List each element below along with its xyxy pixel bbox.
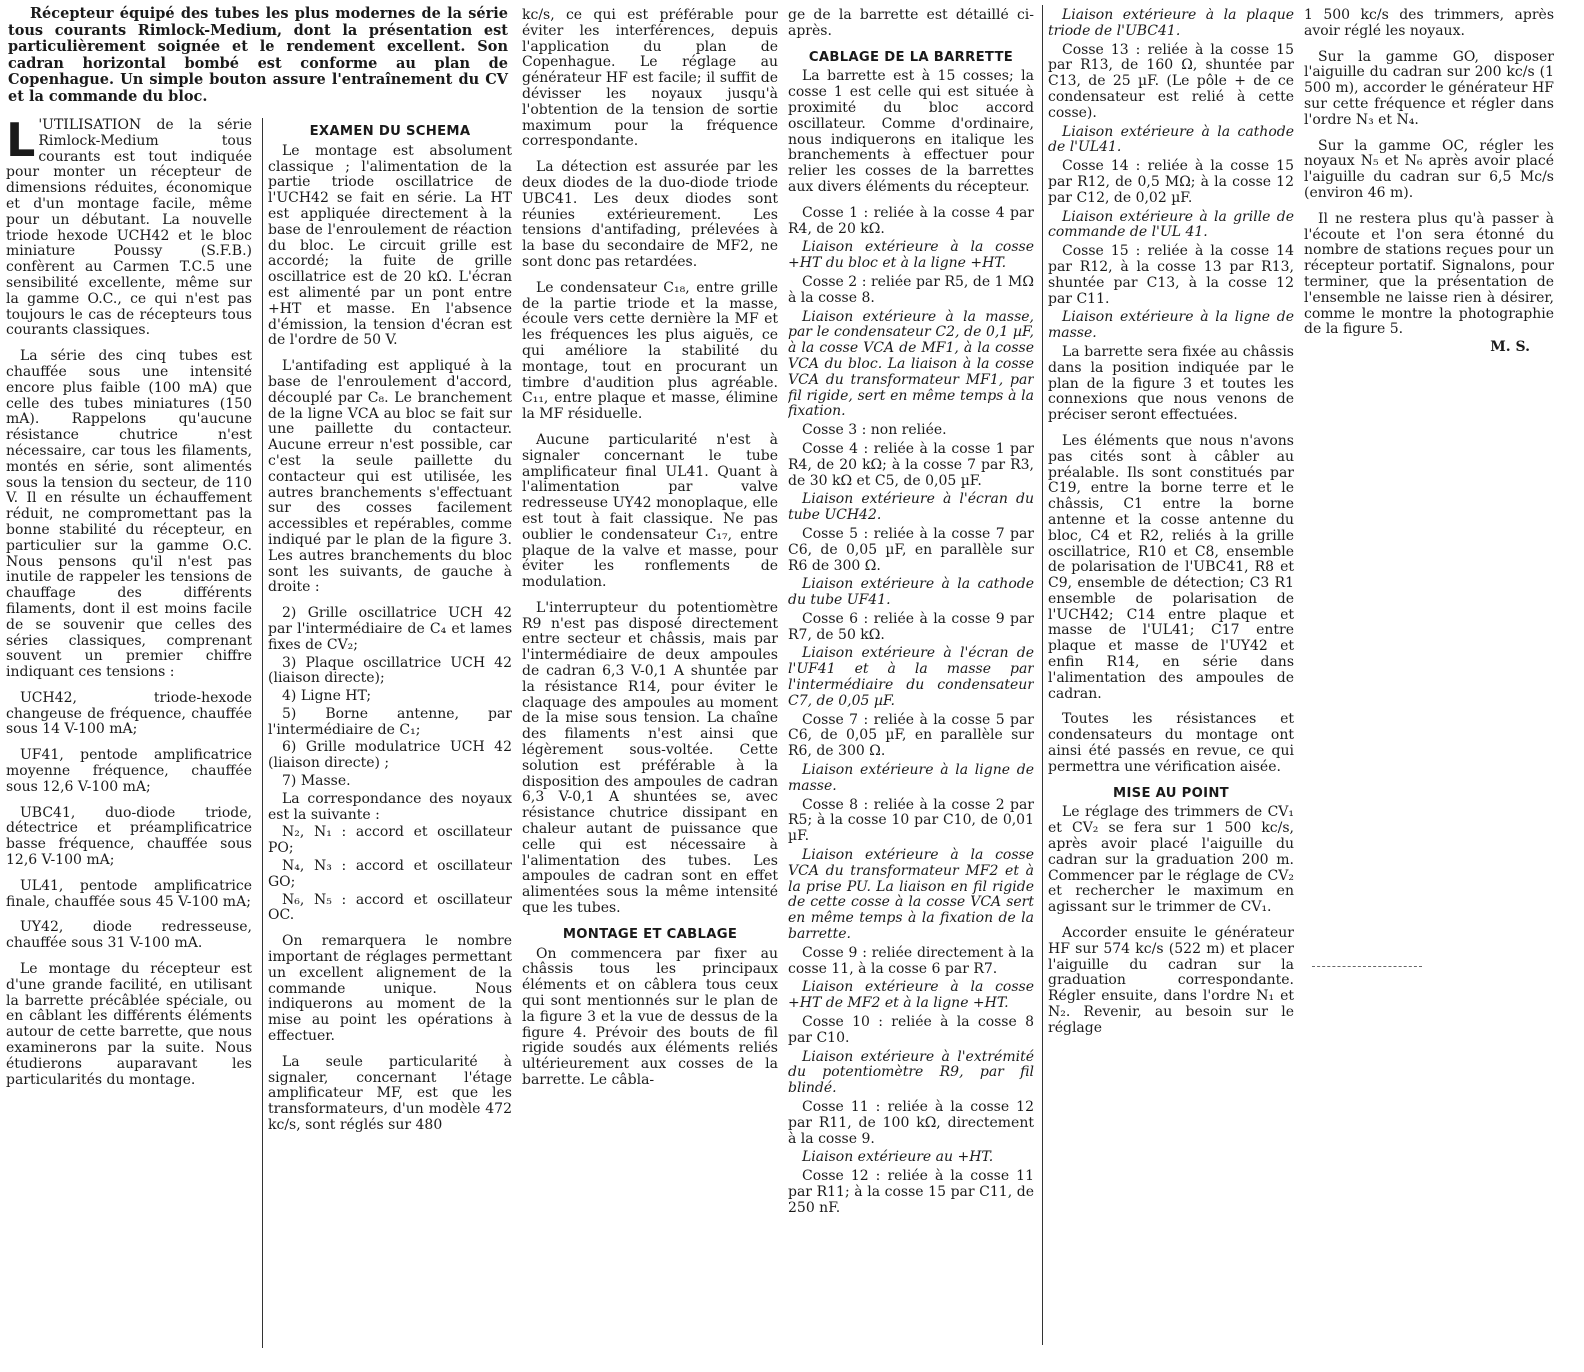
- paragraph-italic: Liaison extérieure à l'écran du tube UCH42.: [788, 491, 1034, 524]
- paragraph-italic: Liaison extérieure à la ligne de masse.: [788, 762, 1034, 794]
- paragraph: Aucune particularité n'est à signaler concernant le tube amplificateur final UL41. Quant à l'alimentation par valve redresseuse UY42 monoplaque, elle est tout à fait classique. Ne pas oublier le condensateur C₁₇, entre plaque de la valve et masse, pour éviter les ronflements de modulation.: [522, 431, 778, 591]
- paragraph-italic: Liaison extérieure à la cosse +HT du bloc et à la ligne +HT.: [788, 239, 1034, 272]
- paragraph-italic: Liaison extérieure à la cathode du tube UF41.: [788, 576, 1034, 609]
- paragraph: 7) Masse.: [282, 773, 351, 790]
- section-heading: MISE AU POINT: [1113, 785, 1229, 801]
- paragraph: Cosse 7 : reliée à la cosse 5 par C6, de 0,05 µF, en parallèle sur R6, de 300 Ω.: [788, 711, 1034, 760]
- paragraph: Les éléments que nous n'avons pas cités sont à câbler au préalable. Ils sont constitués par C19, entre la borne terre et le châssis, C1 entre la borne antenne et la cosse antenne du bloc, C4 et R2, reliés à la grille oscillatrice, R10 et C8, ensemble de polarisation de l'UBC41, R8 et C9, ensemble de détection; C3 R1 ensemble de polarisation de l'UCH42; C14 entre plaque et masse de l'UL41; C17 entre plaque et masse de l'UY42 et enfin R14, en série dans l'alimentation des ampoules de cadran.: [1048, 432, 1294, 702]
- paragraph: UL41, pentode amplificatrice finale, chauffée sous 45 V-100 mA;: [6, 877, 252, 910]
- paragraph: Cosse 10 : reliée à la cosse 8 par C10.: [788, 1014, 1034, 1046]
- paragraph: Le montage est absolument classique ; l'alimentation de la partie triode oscillatrice de l'UCH42 se fait en série. La HT est appliquée directement à la base de l'enroulement de réaction du bloc. Le circuit grille est accordé; la fuite de grille oscillatrice est de 20 kΩ. L'écran est alimenté par un pont entre +HT et masse. En l'absence d'émission, la tension d'écran est de l'ordre de 50 V.: [268, 142, 512, 349]
- paragraph: Cosse 11 : reliée à la cosse 12 par R11, de 100 kΩ, directement à la cosse 9.: [788, 1099, 1034, 1147]
- paragraph: 1 500 kc/s des trimmers, après avoir réglé les noyaux.: [1304, 8, 1554, 39]
- paragraph: La barrette sera fixée au châssis dans la position indiquée par le plan de la figure 3 et toutes les connexions que nous venons de préciser seront effectuées.: [1048, 343, 1294, 424]
- author-signature: M. S.: [1490, 339, 1530, 356]
- paragraph-italic: Liaison extérieure à la masse, par le condensateur C2, de 0,1 µF, à la cosse VCA de MF1, à la cosse VCA du bloc. La liaison à la cosse VCA du transformateur MF1, par fil rigide, sert en même temps à la fixation.: [788, 308, 1034, 420]
- paragraph: Cosse 5 : reliée à la cosse 7 par C6, de 0,05 µF, en parallèle sur R6 de 300 Ω.: [788, 525, 1034, 574]
- drop-cap: L: [6, 118, 36, 167]
- section-heading: CABLAGE DE LA BARRETTE: [808, 49, 1014, 65]
- paragraph: Sur la gamme OC, régler les noyaux N₅ et N₆ après avoir placé l'aiguille du cadran sur 6,5 Mc/s (environ 46 m).: [1304, 137, 1554, 201]
- paragraph: Le montage du récepteur est d'une grande facilité, en utilisant la barrette précâblée spéciale, ou en câblant les différents éléments autour de cette barrette, que nous examinerons par la suite. Nous étudierons auparavant les particularités du montage.: [6, 961, 252, 1088]
- paragraph: On remarquera le nombre important de réglages permettant un excellent alignement de la commande unique. Nous indiquerons au moment de la mise au point les opérations à effectuer.: [268, 933, 512, 1045]
- paragraph: 2) Grille oscillatrice UCH 42 par l'intermédiaire de C₄ et lames fixes de CV₂;: [268, 605, 512, 653]
- column-1: [6, 118, 252, 1218]
- column-4: [788, 8, 1034, 1353]
- paragraph: La détection est assurée par les deux diodes de la duo-diode triode UBC41. Les deux diodes sont réunies extérieurement. Les tensions d'antifading, prélevées à la base du secondaire de MF2, ne sont donc pas retardées.: [522, 159, 778, 270]
- paragraph: 4) Ligne HT;: [282, 688, 372, 705]
- paragraph: kc/s, ce qui est préférable pour éviter les interférences, depuis l'application du plan de Copenhague. Le réglage au générateur HF est facile; il suffit de dévisser les noyaux jusqu'à l'obtention de la tension de sortie maximum pour la fréquence correspondante.: [522, 8, 778, 150]
- paragraph: Cosse 1 : reliée à la cosse 4 par R4, de 20 kΩ.: [788, 204, 1034, 237]
- paragraph: La série des cinq tubes est chauffée sous une intensité encore plus faible (100 mA) que celle des tubes miniatures (150 mA). Rappelons qu'aucune résistance chutrice n'est nécessaire, car tous les filaments, montés en série, sont alimentés sous la tension du secteur, de 110 V. Il en résulte un échauffement réduit, ne compromettant pas la bonne stabilité du récepteur, en particulier sur la gamme O.C. Nous pensons qu'il n'est pas inutile de rappeler les tensions de chauffage des différents filaments, dont il est moins facile de se souvenir que celles des séries classiques, comprenant souvent un premier chiffre indiquant ces tensions :: [6, 348, 252, 681]
- paragraph: Il ne restera plus qu'à passer à l'écoute et l'on sera étonné du nombre de stations reçues pour un récepteur portatif. Signalons, pour terminer, que la présentation de l'ensemble ne laisse rien à désirer, comme le montre la photographie de la figure 5.: [1304, 210, 1554, 338]
- paragraph: UF41, pentode amplificatrice moyenne fréquence, chauffée sous 12,6 V-100 mA;: [6, 747, 252, 795]
- paragraph: UY42, diode redresseuse, chauffée sous 31 V-100 mA.: [6, 919, 252, 952]
- column-3: [522, 8, 778, 1256]
- paragraph: Cosse 4 : reliée à la cosse 1 par R4, de 20 kΩ; à la cosse 7 par R3, de 30 kΩ et C5, de 0,05 µF.: [788, 440, 1034, 489]
- paragraph: Cosse 2 : reliée par R5, de 1 MΩ à la cosse 8.: [788, 273, 1034, 306]
- paragraph: 3) Plaque oscillatrice UCH 42 (liaison directe);: [268, 654, 512, 687]
- paragraph: N₆, N₅ : accord et oscillateur OC.: [268, 891, 512, 924]
- lead-paragraph: Récepteur équipé des tubes les plus modernes de la série tous courants Rimlock-Medium, dont la présentation est particulièrement soignée et le rendement excellent. Son cadran horizontal bombé est conforme au plan de Copenhague. Un simple bouton assure l'entraînement du CV et la commande du bloc.: [8, 5, 508, 105]
- paragraph: Accorder ensuite le générateur HF sur 574 kc/s (522 m) et placer l'aiguille du cadran sur la graduation correspondante. Régler ensuite, dans l'ordre N₁ et N₂. Revenir, au besoin sur le réglage: [1048, 925, 1294, 1036]
- paragraph: Cosse 9 : reliée directement à la cosse 11, à la cosse 6 par R7.: [788, 944, 1034, 977]
- section-heading: MONTAGE ET CABLAGE: [562, 926, 738, 942]
- section-heading: EXAMEN DU SCHEMA: [309, 124, 471, 139]
- paragraph: Cosse 12 : reliée à la cosse 11 par R11; à la cosse 15 par C11, de 250 nF.: [788, 1168, 1034, 1216]
- paragraph: Cosse 13 : reliée à la cosse 15 par R13, de 160 Ω, shuntée par C13, de 25 µF. (Le pôle + de ce condensateur est relié à cette cosse).: [1048, 41, 1294, 121]
- paragraph: La correspondance des noyaux est la suivante :: [268, 790, 512, 823]
- paragraph: La seule particularité à signaler, concernant l'étage amplificateur MF, est que les transformateurs, d'un modèle 472 kc/s, sont réglés sur 480: [268, 1053, 512, 1134]
- paragraph: Toutes les résistances et condensateurs du montage ont ainsi été passés en revue, ce qui permettra une vérification aisée.: [1048, 711, 1294, 775]
- column-5: [1048, 8, 1294, 1153]
- paragraph: N₄, N₃ : accord et oscillateur GO;: [268, 858, 512, 890]
- paragraph: On commencera par fixer au châssis tous les principaux éléments et on câblera tous ceux qui sont mentionnés sur le plan de la figure 3 et la vue de dessus de la figure 4. Prévoir des bouts de fil rigide soudés aux éléments reliés ultérieurement aux cosses de la barrette. Le câbla-: [522, 945, 778, 1088]
- stray-mark: [1312, 966, 1422, 968]
- paragraph: N₂, N₁ : accord et oscillateur PO;: [268, 824, 512, 857]
- paragraph: UCH42, triode-hexode changeuse de fréquence, chauffée sous 14 V-100 mA;: [6, 689, 252, 738]
- paragraph: 5) Borne antenne, par l'intermédiaire de C₁;: [268, 705, 512, 738]
- paragraph-italic: Liaison extérieure à l'extrémité du potentiomètre R9, par fil blindé.: [788, 1048, 1034, 1097]
- paragraph-italic: Liaison extérieure au +HT.: [802, 1149, 994, 1166]
- intro-paragraph: L 'UTILISATION de la série Rimlock-Medium tous courants est tout indiquée pour monter un récepteur de dimensions réduites, économique et d'un montage facile, même pour un débutant. La nouvelle triode hexode UCH42 et le bloc miniature Poussy (S.F.B.) confèrent au Carmen T.C.5 une sensibilité excellente, même sur la gamme O.C., ce qui n'est pas toujours le cas de récepteurs tous courants classiques.: [6, 118, 252, 339]
- column-6: [1304, 8, 1554, 388]
- column-rule: [1042, 5, 1043, 1345]
- paragraph-italic: Liaison extérieure à la grille de commande de l'UL 41.: [1048, 208, 1294, 241]
- paragraph: Sur la gamme GO, disposer l'aiguille du cadran sur 200 kc/s (1 500 m), accorder le générateur HF sur cette fréquence et régler dans l'ordre N₃ et N₄.: [1304, 48, 1554, 128]
- paragraph-italic: Liaison extérieure à la plaque triode de l'UBC41.: [1048, 8, 1294, 39]
- paragraph-italic: Liaison extérieure à la cosse +HT de MF2 et à la ligne +HT.: [788, 979, 1034, 1012]
- paragraph-italic: Liaison extérieure à la ligne de masse.: [1048, 309, 1294, 342]
- paragraph-italic: Liaison extérieure à la cosse VCA du transformateur MF2 et à la prise PU. La liaison en fil rigide de cette cosse à la cosse VCA sert en même temps à la fixation de la barrette.: [788, 847, 1034, 943]
- paragraph: Cosse 3 : non reliée.: [802, 422, 947, 439]
- paragraph-italic: Liaison extérieure à l'écran de l'UF41 et à la masse par l'intermédiaire du condensateur C7, de 0,05 µF.: [788, 645, 1034, 709]
- paragraph: Cosse 15 : reliée à la cosse 14 par R12, à la cosse 13 par R13, shuntée par C13, à la cosse 12 par C11.: [1048, 243, 1294, 307]
- paragraph: Le condensateur C₁₈, entre grille de la partie triode et la masse, écoule vers cette dernière la MF et les fréquences les plus aiguës, ce qui améliore la stabilité du montage, tout en procurant un timbre d'audition plus agréable. C₁₁, entre plaque et masse, élimine la MF résiduelle.: [522, 279, 778, 423]
- paragraph: ge de la barrette est détaillé ci-après.: [788, 8, 1034, 39]
- paragraph: L'antifading est appliqué à la base de l'enroulement d'accord, découplé par C₈. Le branchement de la ligne VCA au bloc se fait sur une paillette du contacteur. Aucune erreur n'est possible, car c'est la seule paillette du contacteur qui est utilisée, les autres branchements s'effectuant sur des cosses facilement accessibles et repérables, comme indiqué par le plan de la figure 3. Les autres branchements du bloc sont les suivants, de gauche à droite :: [268, 358, 512, 596]
- paragraph: Cosse 8 : reliée à la cosse 2 par R5; à la cosse 10 par C10, de 0,01 µF.: [788, 796, 1034, 845]
- paragraph: La barrette est à 15 cosses; la cosse 1 est celle qui est située à proximité du bloc accord oscillateur. Comme d'ordinaire, nous indiquerons en italique les branchements à effectuer pour relier les cosses de la barrettes aux divers éléments du récepteur.: [788, 68, 1034, 195]
- column-2: [268, 120, 512, 1220]
- paragraph: Cosse 14 : reliée à la cosse 15 par R12, de 0,5 MΩ; à la cosse 12 par C12, de 0,02 µF.: [1048, 158, 1294, 206]
- paragraph: Le réglage des trimmers de CV₁ et CV₂ se fera sur 1 500 kc/s, après avoir placé l'aiguille du cadran sur la graduation 200 m. Commencer par le réglage de CV₂ et rechercher le maximum en agissant sur le trimmer de CV₁.: [1048, 804, 1294, 916]
- paragraph: L'interrupteur du potentiomètre R9 n'est pas disposé directement entre secteur et châssis, mais par l'intermédiaire de deux ampoules de cadran 6,3 V-0,1 A shuntée par la résistance R14, pour éviter le claquage des ampoules au moment de la mise sous tension. La chaîne des filaments n'est ainsi que légèrement sous-voltée. Cette solution est préférable à la disposition des ampoules de cadran 6,3 V-0,1 A shuntées se, avec résistance chutrice dissipant en chaleur autant de puissance que celle qui est nécessaire à l'alimentation des tubes. Les ampoules de cadran sont en effet alimentées sous la même intensité que les tubes.: [522, 599, 778, 917]
- paragraph: 6) Grille modulatrice UCH 42 (liaison directe) ;: [268, 739, 512, 772]
- paragraph: Cosse 6 : reliée à la cosse 9 par R7, de 50 kΩ.: [788, 610, 1034, 643]
- paragraph: UBC41, duo-diode triode, détectrice et préamplificatrice basse fréquence, chauffée sous 12,6 V-100 mA;: [6, 804, 252, 869]
- paragraph-italic: Liaison extérieure à la cathode de l'UL41.: [1048, 123, 1294, 156]
- column-rule: [262, 118, 263, 1348]
